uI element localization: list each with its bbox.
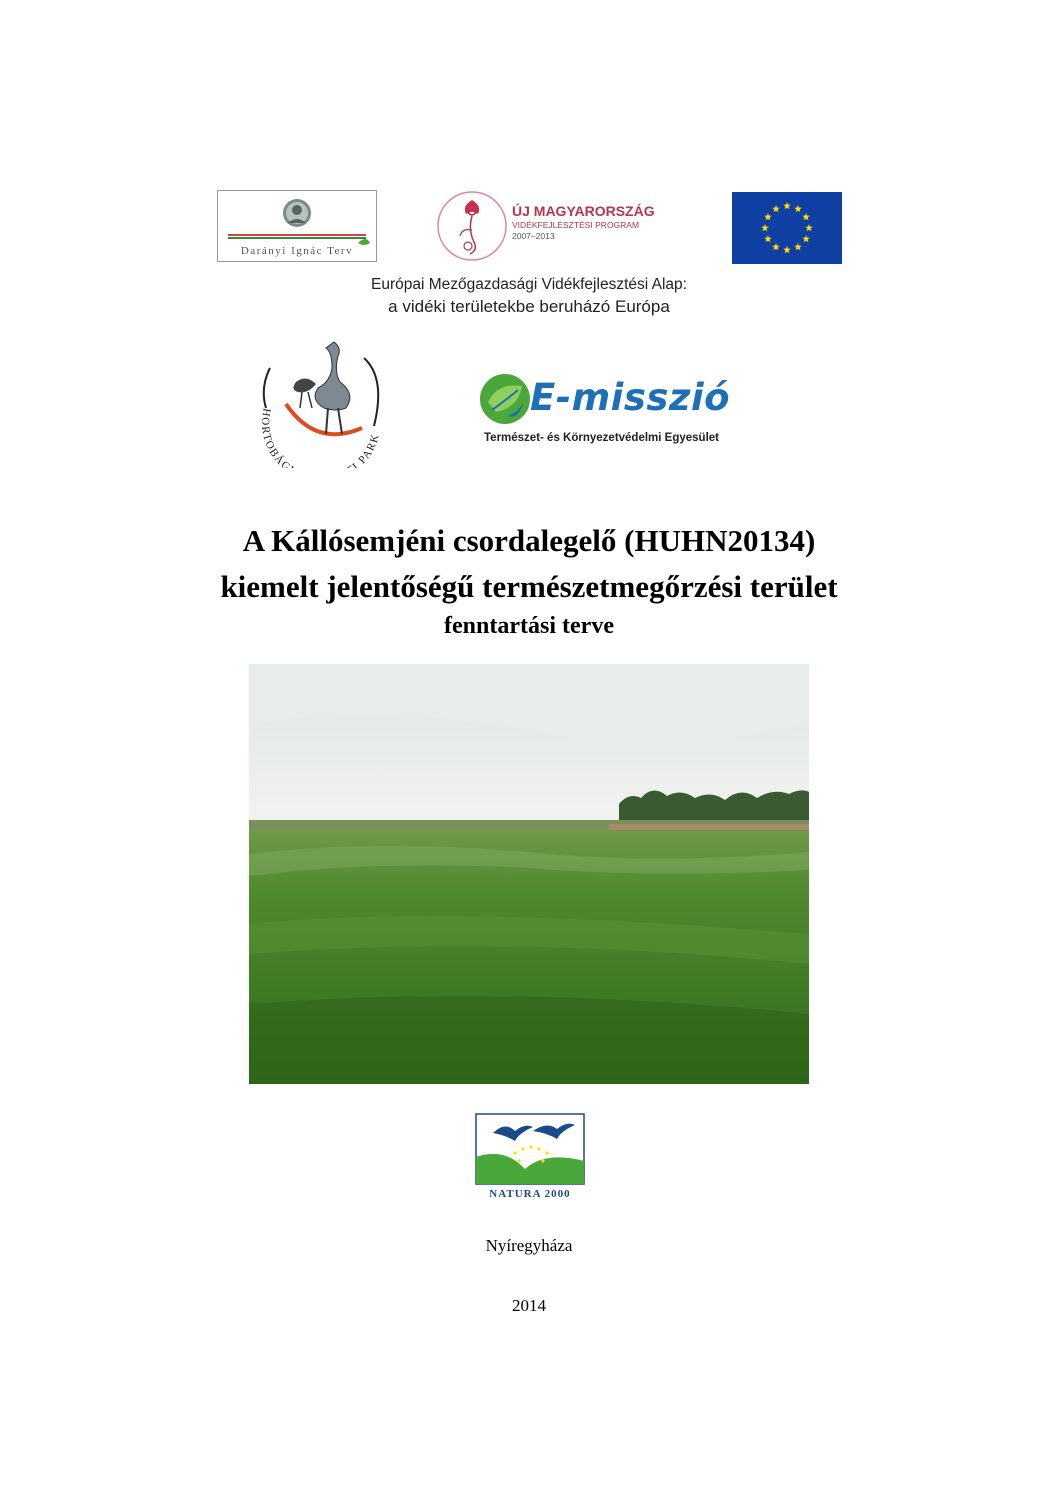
daranyi-logo-text: Darányi Ignác Terv — [240, 245, 354, 257]
eu-star-icon — [772, 205, 780, 212]
natura-birds-icon — [475, 1113, 585, 1199]
eu-star-icon — [764, 235, 772, 242]
grassland-photo — [249, 664, 809, 1084]
eu-fund-line-1: Európai Mezőgazdasági Vidékfejlesztési Alap: — [371, 276, 687, 293]
publication-place: Nyíregyháza — [485, 1236, 573, 1255]
eu-star-icon — [805, 224, 813, 231]
grassland-landscape-photo — [249, 664, 809, 1084]
daranyi-ignac-terv-logo — [217, 190, 377, 262]
eu-star-icon — [794, 205, 802, 212]
eu-star-icon — [802, 235, 810, 242]
eu-star-icon — [761, 224, 769, 231]
eu-star-icon — [783, 202, 791, 209]
leaf-globe-icon — [478, 372, 532, 426]
eu-star-icon — [783, 246, 791, 253]
eu-flag-icon — [732, 192, 842, 264]
crane-bird-icon — [246, 338, 396, 468]
e-misszio-name: E-misszió — [530, 376, 731, 419]
hortobagy-logo-text: HORTOBÁG I PARK — [258, 407, 382, 468]
eu-star-icon — [764, 213, 772, 220]
uj-magyarorszag-logo — [432, 190, 692, 262]
eu-fund-line-2: a vidéki területekbe beruházó Európa — [388, 297, 670, 316]
document-title-line-2: kiemelt jelentőségű természetmegőrzési terület — [220, 569, 838, 604]
svg-text:HORTOBÁGYI NEMZETI PARK — [259, 407, 382, 468]
document-title-line-1: A Kállósemjéni csordalegelő (HUHN20134) — [242, 523, 816, 558]
eu-flag-logo — [732, 192, 842, 264]
natura-logo-text: NATURA 2000 — [489, 1188, 571, 1199]
publication-year: 2014 — [512, 1296, 546, 1315]
natura-2000-logo — [475, 1113, 585, 1199]
e-misszio-logo — [474, 372, 754, 452]
hortobagyi-nemzeti-park-logo — [246, 338, 396, 468]
uj-magyarorszag-years: 2007–2013 — [512, 231, 555, 241]
uj-magyarorszag-subtitle: VIDÉKFEJLESZTÉSI PROGRAM — [512, 220, 640, 230]
eu-star-icon — [794, 243, 802, 250]
flower-icon — [432, 190, 510, 262]
eu-star-icon — [802, 213, 810, 220]
uj-magyarorszag-title: ÚJ MAGYARORSZÁG — [512, 203, 655, 219]
eu-star-icon — [772, 243, 780, 250]
document-title-line-3: fenntartási terve — [444, 613, 614, 639]
e-misszio-subtitle: Természet- és Környezetvédelmi Egyesület — [484, 432, 719, 444]
